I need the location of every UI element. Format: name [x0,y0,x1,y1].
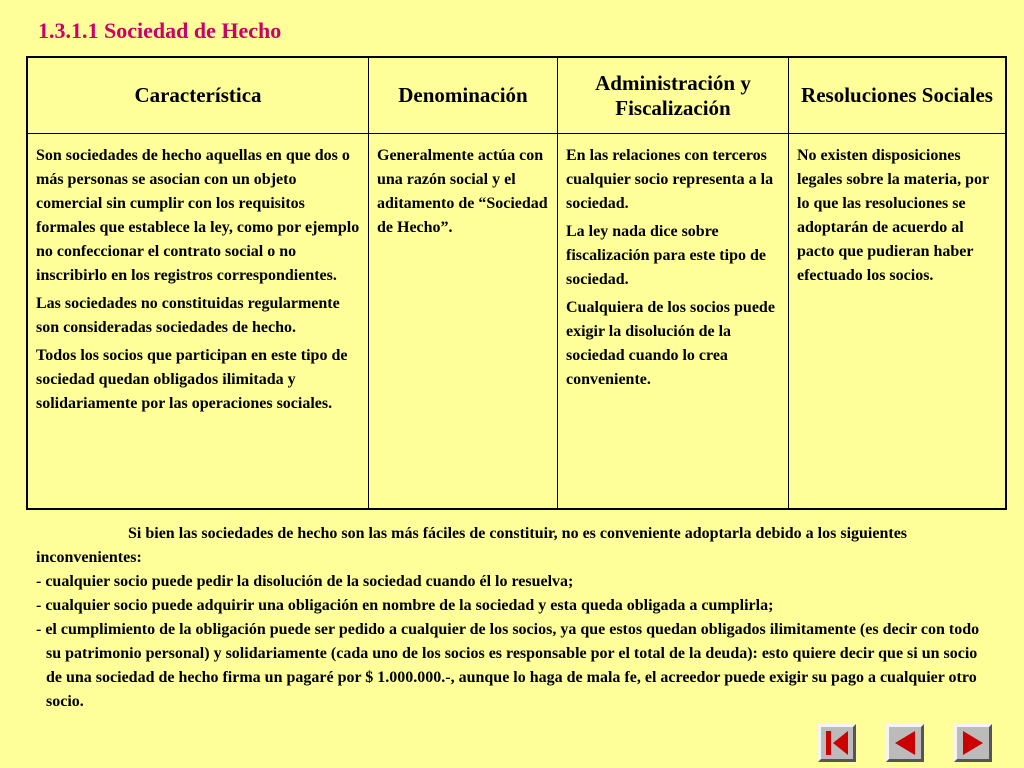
cell-paragraph: Las sociedades no constituidas regularmente son consideradas sociedades de hecho. [36,295,340,336]
cell-paragraph: Son sociedades de hecho aquellas en que dos o más personas se asocian con un objeto comercial sin cumplir con los requisitos formales que establece la ley, como por ejemplo no confeccionar el contrato social o no inscribirlo en los registros correspondientes. [36,147,360,284]
header-denominacion: Denominación [369,58,558,134]
slide-title: 1.3.1.1 Sociedad de Hecho [38,18,282,43]
cell-paragraph: Generalmente actúa con una razón social y el aditamento de “Sociedad de Hecho”. [377,147,548,236]
cell-caracteristica [28,134,369,508]
header-caracteristica: Característica [28,58,369,134]
previous-slide-button[interactable] [886,724,924,762]
note-item: - el cumplimiento de la obligación puede ser pedido a cualquier de los socios, ya que estos quedan obligados ilimitamente (es decir con todo su patrimonio personal) y solidariamente (cada uno de los socios es responsable por el total de la deuda): esto quiere decir que si un socio de una sociedad de hecho firma un pagaré por $ 1.000.000.-, aunque lo haga de mala fe, el acreedor puede exigir su pago a cualquier otro socio. [36,621,980,710]
header-administracion: Administración y Fiscalización [558,58,789,134]
previous-slide-icon [893,730,917,756]
header-resoluciones: Resoluciones Sociales [789,58,1005,134]
first-slide-button[interactable] [818,724,856,762]
cell-paragraph: Todos los socios que participan en este tipo de sociedad quedan obligados ilimitada y solidariamente por las operaciones sociales. [36,347,348,412]
cell-paragraph: La ley nada dice sobre fiscalización para este tipo de sociedad. [566,223,766,288]
cell-administracion [558,134,789,508]
note-item: - cualquier socio puede pedir la disolución de la sociedad cuando él lo resuelva; [36,573,574,590]
cell-resoluciones [789,134,1005,508]
inconvenientes-note [36,522,996,714]
first-slide-icon [825,730,849,756]
next-slide-icon [961,730,985,756]
note-intro: Si bien las sociedades de hecho son las más fáciles de constituir, no es conveniente adoptarla debido a los siguientes inconvenientes: [36,525,908,566]
next-slide-button[interactable] [954,724,992,762]
cell-paragraph: Cualquiera de los socios puede exigir la disolución de la sociedad cuando lo crea conveniente. [566,299,775,388]
characteristics-table [26,56,1007,510]
cell-denominacion [369,134,558,508]
cell-paragraph: En las relaciones con terceros cualquier socio representa a la sociedad. [566,147,774,212]
note-item: - cualquier socio puede adquirir una obligación en nombre de la sociedad y esta queda obligada a cumplirla; [36,597,774,614]
cell-paragraph: No existen disposiciones legales sobre la materia, por lo que las resoluciones se adoptarán de acuerdo al pacto que pudieran haber efectuado los socios. [797,147,989,284]
